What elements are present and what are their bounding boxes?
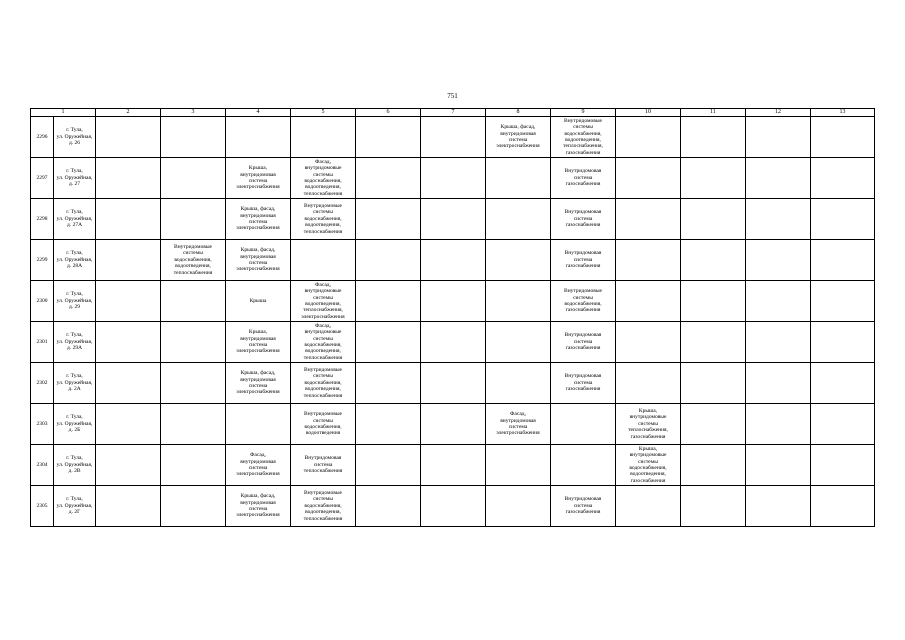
table-cell [161, 404, 226, 445]
address-cell: г. Тула, ул. Оружейная, д. 29А [54, 322, 96, 363]
table-cell [616, 363, 681, 404]
table-cell [96, 199, 161, 240]
table-cell [291, 240, 356, 281]
table-cell [616, 486, 681, 527]
table-cell [356, 158, 421, 199]
table-cell: Фасад, внутридомовая система электроснабжения [486, 404, 551, 445]
table-cell: Крыша [226, 281, 291, 322]
table-cell: Внутридомовые системы водоснабжения, водоотведения, теплоснабжения [291, 363, 356, 404]
table-cell: Крыша, внутридомовая система электроснабжения [226, 158, 291, 199]
table-cell [746, 363, 811, 404]
table-cell [421, 486, 486, 527]
row-number: 2303 [31, 404, 54, 445]
row-number: 2296 [31, 117, 54, 158]
row-number: 2302 [31, 363, 54, 404]
table-cell: Фасад, внутридомовые системы водоснабжения, водоотведения, теплоснабжения [291, 158, 356, 199]
registry-table [30, 108, 875, 527]
table-cell [96, 281, 161, 322]
table-cell [746, 158, 811, 199]
column-header-6: 6 [356, 109, 421, 117]
table-cell [486, 486, 551, 527]
table-cell: Фасад, внутридомовые системы водоснабжения, водоотведения, теплоснабжения [291, 322, 356, 363]
table-cell [811, 158, 875, 199]
table-cell [356, 445, 421, 486]
table-cell [96, 486, 161, 527]
table-cell: Внутридомовая система газоснабжения [551, 199, 616, 240]
address-cell: г. Тула, ул. Оружейная, д. 27А [54, 199, 96, 240]
table-cell [746, 117, 811, 158]
table-cell [356, 363, 421, 404]
table-cell [811, 117, 875, 158]
table-cell [96, 363, 161, 404]
table-cell: Крыша, внутридомовые системы теплоснабжения, газоснабжения [616, 404, 681, 445]
table-body [31, 117, 875, 527]
table-cell [96, 322, 161, 363]
column-header-8: 8 [486, 109, 551, 117]
column-header-4: 4 [226, 109, 291, 117]
table-cell [226, 117, 291, 158]
table-cell: Крыша, фасад, внутридомовая система электроснабжения [226, 199, 291, 240]
table-cell [161, 281, 226, 322]
header-row [31, 109, 875, 117]
table-cell [681, 363, 746, 404]
table-cell [681, 240, 746, 281]
table-cell [616, 158, 681, 199]
table-cell [681, 445, 746, 486]
table-cell: Внутридомовые системы водоснабжения, водоотведения [291, 404, 356, 445]
table-row [31, 322, 875, 363]
table-cell [746, 486, 811, 527]
table-cell: Внутридомовая система газоснабжения [551, 158, 616, 199]
table-cell [356, 281, 421, 322]
table-cell [421, 363, 486, 404]
column-header-7: 7 [421, 109, 486, 117]
table-cell [811, 363, 875, 404]
table-cell [96, 240, 161, 281]
row-number: 2301 [31, 322, 54, 363]
table-cell: Внутридомовая система газоснабжения [551, 240, 616, 281]
table-cell [356, 240, 421, 281]
row-number: 2297 [31, 158, 54, 199]
table-cell [421, 445, 486, 486]
table-cell [161, 486, 226, 527]
row-number: 2304 [31, 445, 54, 486]
table-row [31, 486, 875, 527]
table-cell: Крыша, фасад, внутридомовая система электроснабжения [226, 486, 291, 527]
table-row [31, 158, 875, 199]
table-cell [421, 240, 486, 281]
address-cell: г. Тула, ул. Оружейная, д. 28А [54, 240, 96, 281]
table-cell [486, 240, 551, 281]
table-cell [421, 158, 486, 199]
table-cell [421, 322, 486, 363]
table-cell [811, 281, 875, 322]
row-number: 2300 [31, 281, 54, 322]
table-cell [486, 363, 551, 404]
address-cell: г. Тула, ул. Оружейная, д. 2А [54, 363, 96, 404]
table-cell [356, 322, 421, 363]
table-cell [811, 486, 875, 527]
table-cell [681, 117, 746, 158]
row-number: 2299 [31, 240, 54, 281]
column-header-3: 3 [161, 109, 226, 117]
table-cell: Внутридомовая система газоснабжения [551, 322, 616, 363]
table-cell [811, 240, 875, 281]
table-cell: Внутридомовые системы водоснабжения, водоотведения, теплоснабжения, газоснабжения [551, 117, 616, 158]
table-cell [616, 281, 681, 322]
table-cell [356, 199, 421, 240]
table-row [31, 117, 875, 158]
column-header-5: 5 [291, 109, 356, 117]
table-cell [96, 445, 161, 486]
table-cell [811, 404, 875, 445]
table-row [31, 240, 875, 281]
table-row [31, 363, 875, 404]
address-cell: г. Тула, ул. Оружейная, д. 29 [54, 281, 96, 322]
table-cell [486, 322, 551, 363]
table-cell [96, 117, 161, 158]
table-cell [486, 158, 551, 199]
table-cell: Внутридомовая система газоснабжения [551, 486, 616, 527]
row-number: 2305 [31, 486, 54, 527]
table-cell [356, 117, 421, 158]
table-cell [616, 199, 681, 240]
table-cell [616, 322, 681, 363]
table-cell [616, 117, 681, 158]
table-cell [811, 445, 875, 486]
row-number: 2298 [31, 199, 54, 240]
table-cell [161, 445, 226, 486]
table-cell [616, 240, 681, 281]
table-cell [681, 281, 746, 322]
table-cell [161, 158, 226, 199]
table-cell [421, 404, 486, 445]
table-cell [421, 281, 486, 322]
column-header-9: 9 [551, 109, 616, 117]
table-cell: Крыша, внутридомовая система электроснабжения [226, 322, 291, 363]
column-header-10: 10 [616, 109, 681, 117]
table-cell: Крыша, фасад, внутридомовая система электроснабжения [226, 363, 291, 404]
table-cell: Внутридомовая система газоснабжения [551, 363, 616, 404]
address-cell: г. Тула, ул. Оружейная, д. 2Б [54, 404, 96, 445]
column-header-1: 1 [31, 109, 96, 117]
table-cell: Внутридомовая система теплоснабжения [291, 445, 356, 486]
table-cell [96, 404, 161, 445]
column-header-11: 11 [681, 109, 746, 117]
table-header [31, 109, 875, 117]
table-cell [681, 158, 746, 199]
table-cell [811, 322, 875, 363]
column-header-2: 2 [96, 109, 161, 117]
table-cell [486, 199, 551, 240]
table-row [31, 445, 875, 486]
table-cell [161, 199, 226, 240]
table-cell [161, 117, 226, 158]
table-cell [681, 404, 746, 445]
table-cell [551, 445, 616, 486]
table-cell [681, 322, 746, 363]
table-cell: Фасад, внутридомовые системы водоотведения, теплоснабжения, электроснабжения [291, 281, 356, 322]
table-cell [746, 199, 811, 240]
table-cell: Внутридомовые системы водоснабжения, газоснабжения [551, 281, 616, 322]
table-row [31, 404, 875, 445]
address-cell: г. Тула, ул. Оружейная, д. 2В [54, 445, 96, 486]
table-cell: Крыша, фасад, внутридомовая система электроснабжения [226, 240, 291, 281]
table-cell [746, 281, 811, 322]
table-cell: Внутридомовые системы водоснабжения, водоотведения, теплоснабжения [291, 486, 356, 527]
table-cell [746, 240, 811, 281]
table-cell [421, 199, 486, 240]
table-cell [96, 158, 161, 199]
address-cell: г. Тула, ул. Оружейная, д. 2Г [54, 486, 96, 527]
page-number: 751 [447, 92, 458, 100]
table-cell [681, 199, 746, 240]
table-cell [226, 404, 291, 445]
table-cell [811, 199, 875, 240]
table-cell [486, 281, 551, 322]
table-cell [421, 117, 486, 158]
table-cell [356, 486, 421, 527]
table-cell [746, 445, 811, 486]
table-cell [746, 404, 811, 445]
table-cell: Крыша, фасад, внутридомовая система электроснабжения [486, 117, 551, 158]
table-cell [551, 404, 616, 445]
table-cell: Внутридомовые системы водоснабжения, водоотведения, теплоснабжения [161, 240, 226, 281]
table-cell [356, 404, 421, 445]
table-row [31, 281, 875, 322]
address-cell: г. Тула, ул. Оружейная, д. 27 [54, 158, 96, 199]
address-cell: г. Тула, ул. Оружейная, д. 26 [54, 117, 96, 158]
table-cell [746, 322, 811, 363]
table-row [31, 199, 875, 240]
column-header-12: 12 [746, 109, 811, 117]
table-cell [486, 445, 551, 486]
table-cell [291, 117, 356, 158]
table-cell [161, 322, 226, 363]
table-cell [681, 486, 746, 527]
table-cell: Внутридомовые системы водоснабжения, водоотведения, теплоснабжения [291, 199, 356, 240]
table-cell: Фасад, внутридомовая система электроснабжения [226, 445, 291, 486]
column-header-13: 13 [811, 109, 875, 117]
table-cell: Крыша, внутридомовые системы водоснабжения, водоотведения, газоснабжения [616, 445, 681, 486]
table-cell [161, 363, 226, 404]
